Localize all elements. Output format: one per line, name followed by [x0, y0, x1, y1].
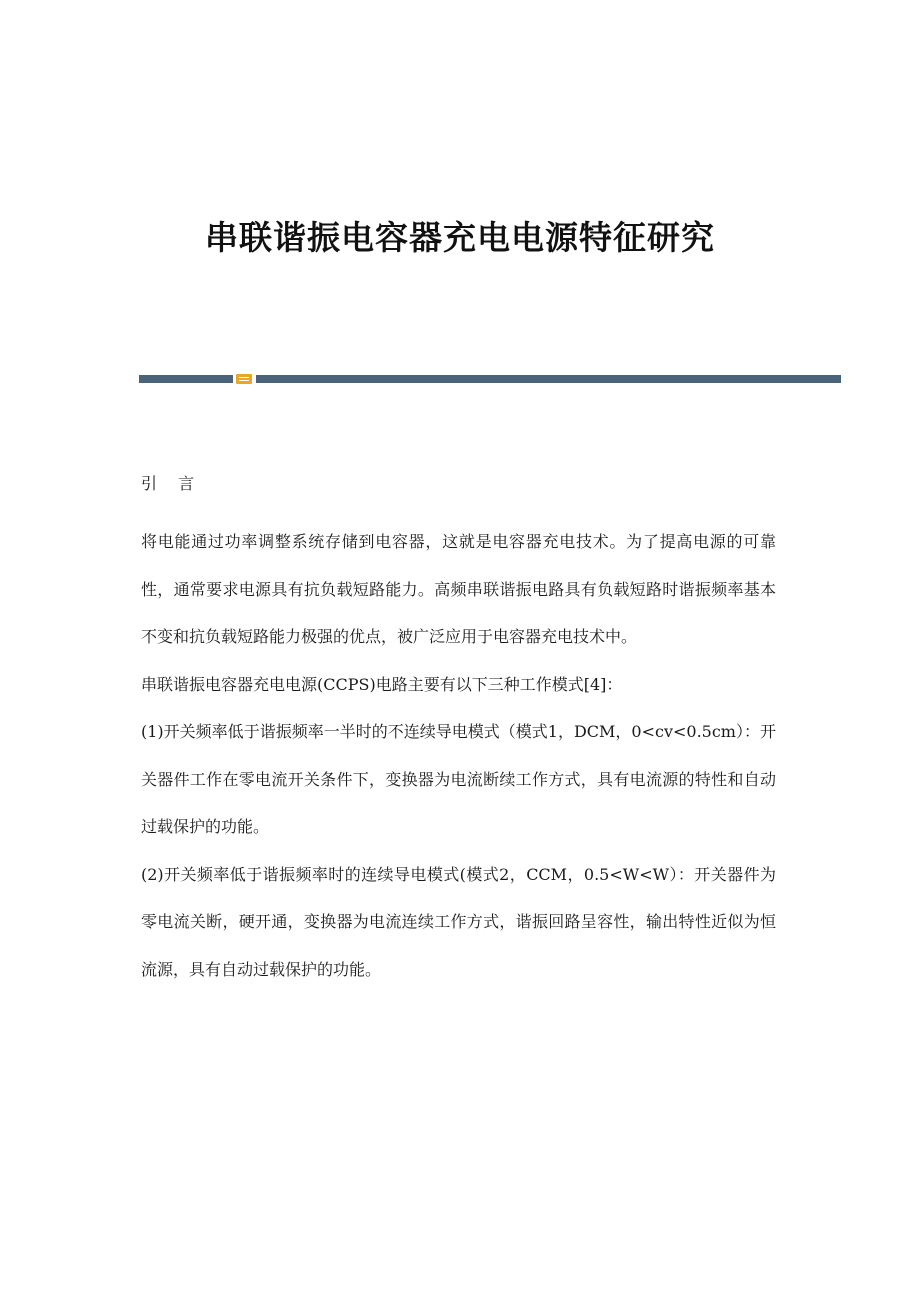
- section-heading: 引 言: [141, 474, 203, 493]
- paragraph-intro: 将电能通过功率调整系统存储到电容器，这就是电容器充电技术。为了提高电源的可靠性，通常要求电源具有抗负载短路能力。高频串联谐振电路具有负载短路时谐振频率基本不变和抗负载短路能力极强的优点，被广泛应用于电容器充电技术中。: [141, 532, 776, 646]
- paragraph-mode-1: (1)开关频率低于谐振频率一半时的不连续导电模式（模式1，DCM，0<cv<0.5cm）：开关器件工作在零电流开关条件下，变换器为电流断续工作方式，具有电流源的特性和自动过载保护的功能。: [141, 722, 776, 836]
- divider-bar-right: [256, 375, 841, 383]
- divider-bar-left: [139, 375, 233, 383]
- paragraph-modes-intro: 串联谐振电容器充电电源(CCPS)电路主要有以下三种工作模式[4]：: [141, 674, 623, 694]
- title-divider: [139, 374, 841, 384]
- paragraph-mode-2: (2)开关频率低于谐振频率时的连续导电模式(模式2，CCM，0.5<W<W）：开关器件为零电流关断，硬开通，变换器为电流连续工作方式，谐振回路呈容性，输出特性近似为恒流源，具有自动过载保护的功能。: [141, 864, 776, 979]
- document-body: [141, 470, 776, 993]
- document-title: 串联谐振电容器充电电源特征研究: [205, 218, 715, 257]
- divider-marker-icon: [236, 374, 252, 384]
